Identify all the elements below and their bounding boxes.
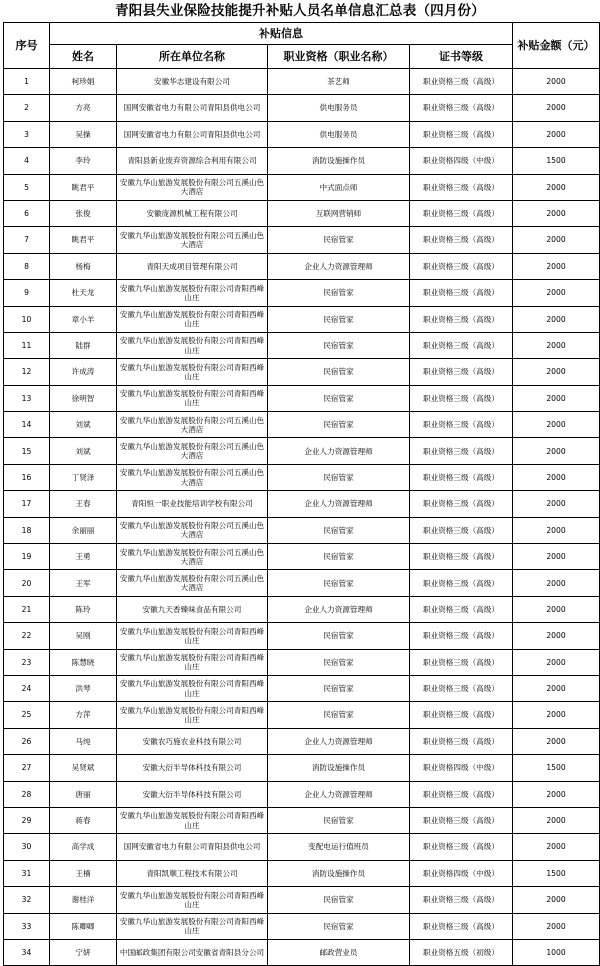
cell-no: 1: [4, 69, 50, 95]
page-title: 青阳县失业保险技能提升补贴人员名单信息汇总表（四月份）: [115, 3, 485, 19]
cell-cert-level: 职业资格三级（高级）: [410, 412, 513, 438]
cell-name: 眺君平: [50, 174, 117, 200]
table-row: [4, 280, 600, 306]
cell-unit: 安徽九华山旅游发展股份有限公司五溪山色大酒店: [117, 544, 268, 570]
cell-qualification: 民宿管家: [268, 359, 410, 385]
cell-name: 柯珍娟: [50, 69, 117, 95]
cell-unit: 安徽九华山旅游发展股份有限公司青阳西峰山庄: [117, 359, 268, 385]
cell-name: 王春: [50, 491, 117, 517]
header-info-group: 补贴信息: [50, 23, 513, 45]
cell-name: 王军: [50, 570, 117, 596]
cell-qualification: 变配电运行值班员: [268, 834, 410, 860]
cell-name: 刘斌: [50, 412, 117, 438]
cell-cert-level: 职业资格三级（高级）: [410, 544, 513, 570]
cell-name: 蒋春: [50, 807, 117, 833]
table-row: [4, 781, 600, 807]
table-row: [4, 253, 600, 279]
cell-unit: 安徽九华山旅游发展股份有限公司五溪山色大酒店: [117, 412, 268, 438]
cell-cert-level: 职业资格三级（高级）: [410, 570, 513, 596]
cell-unit: 安徽九华山旅游发展股份有限公司青阳西峰山庄: [117, 675, 268, 701]
table-row: [4, 544, 600, 570]
cell-name: 陆群: [50, 332, 117, 358]
header-unit: 所在单位名称: [117, 45, 268, 69]
cell-name: 陈玲: [50, 596, 117, 622]
table-row: [4, 649, 600, 675]
cell-name: 谢桂洋: [50, 887, 117, 913]
cell-no: 7: [4, 227, 50, 253]
cell-unit: 国网安徽省电力有限公司青阳县供电公司: [117, 95, 268, 121]
cell-no: 5: [4, 174, 50, 200]
cell-amount: 2000: [513, 174, 600, 200]
cell-cert-level: 职业资格三级（高级）: [410, 174, 513, 200]
cell-unit: 安徽农巧施农业科技有限公司: [117, 728, 268, 754]
cell-qualification: 民宿管家: [268, 807, 410, 833]
cell-cert-level: 职业资格三级（高级）: [410, 200, 513, 226]
table-row: [4, 174, 600, 200]
cell-qualification: 邮政营业员: [268, 939, 410, 965]
cell-unit: 安徽九华山旅游发展股份有限公司五溪山色大酒店: [117, 517, 268, 543]
cell-qualification: 民宿管家: [268, 385, 410, 411]
cell-unit: 安徽九华山旅游发展股份有限公司青阳西峰山庄: [117, 649, 268, 675]
cell-unit: 安徽庞源机械工程有限公司: [117, 200, 268, 226]
table-row: [4, 596, 600, 622]
cell-no: 32: [4, 887, 50, 913]
cell-no: 31: [4, 860, 50, 886]
table-row: [4, 200, 600, 226]
cell-no: 8: [4, 253, 50, 279]
cell-name: 杨梅: [50, 253, 117, 279]
cell-qualification: 企业人力资源管理师: [268, 491, 410, 517]
cell-no: 23: [4, 649, 50, 675]
cell-qualification: 互联网营销师: [268, 200, 410, 226]
cell-no: 16: [4, 464, 50, 490]
cell-no: 4: [4, 148, 50, 174]
subsidy-roster-table: [3, 22, 600, 966]
cell-qualification: 供电服务员: [268, 121, 410, 147]
cell-amount: 2000: [513, 887, 600, 913]
cell-unit: 国网安徽省电力有限公司青阳县供电公司: [117, 834, 268, 860]
cell-qualification: 民宿管家: [268, 913, 410, 939]
table-row: [4, 887, 600, 913]
cell-no: 17: [4, 491, 50, 517]
cell-name: 章小羊: [50, 306, 117, 332]
cell-amount: 2000: [513, 280, 600, 306]
cell-no: 11: [4, 332, 50, 358]
cell-name: 吴操: [50, 121, 117, 147]
cell-cert-level: 职业资格三级（高级）: [410, 438, 513, 464]
cell-no: 28: [4, 781, 50, 807]
cell-unit: 安徽九华山旅游发展股份有限公司青阳西峰山庄: [117, 623, 268, 649]
cell-no: 6: [4, 200, 50, 226]
cell-unit: 安徽大衍半导体科技有限公司: [117, 755, 268, 781]
cell-no: 26: [4, 728, 50, 754]
cell-amount: 2000: [513, 781, 600, 807]
cell-cert-level: 职业资格三级（高级）: [410, 253, 513, 279]
cell-cert-level: 职业资格三级（高级）: [410, 385, 513, 411]
cell-name: 高学成: [50, 834, 117, 860]
cell-name: 王楠: [50, 860, 117, 886]
table-row: [4, 939, 600, 965]
cell-name: 刘斌: [50, 438, 117, 464]
cell-name: 马纯: [50, 728, 117, 754]
cell-cert-level: 职业资格四级（中级）: [410, 755, 513, 781]
cell-amount: 2000: [513, 359, 600, 385]
cell-qualification: 消防设施操作员: [268, 148, 410, 174]
cell-cert-level: 职业资格三级（高级）: [410, 69, 513, 95]
cell-qualification: 企业人力资源管理师: [268, 253, 410, 279]
cell-qualification: 民宿管家: [268, 887, 410, 913]
cell-amount: 1500: [513, 148, 600, 174]
cell-no: 27: [4, 755, 50, 781]
cell-qualification: 供电服务员: [268, 95, 410, 121]
cell-no: 10: [4, 306, 50, 332]
cell-amount: 2000: [513, 596, 600, 622]
table-row: [4, 623, 600, 649]
table-row: [4, 834, 600, 860]
cell-cert-level: 职业资格三级（高级）: [410, 227, 513, 253]
cell-unit: 安徽九华山旅游发展股份有限公司青阳西峰山庄: [117, 385, 268, 411]
cell-amount: 2000: [513, 913, 600, 939]
table-row: [4, 517, 600, 543]
table-row: [4, 675, 600, 701]
cell-unit: 安徽九华山旅游发展股份有限公司青阳西峰山庄: [117, 887, 268, 913]
header-cert-level: 证书等级: [410, 45, 513, 69]
cell-no: 34: [4, 939, 50, 965]
cell-qualification: 民宿管家: [268, 306, 410, 332]
table-row: [4, 702, 600, 728]
table-row: [4, 438, 600, 464]
cell-unit: 安徽九华山旅游发展股份有限公司青阳西峰山庄: [117, 702, 268, 728]
cell-amount: 2000: [513, 728, 600, 754]
cell-amount: 2000: [513, 570, 600, 596]
cell-name: 丁贤泽: [50, 464, 117, 490]
table-row: [4, 332, 600, 358]
cell-cert-level: 职业资格四级（中级）: [410, 148, 513, 174]
cell-amount: 2000: [513, 702, 600, 728]
cell-qualification: 民宿管家: [268, 675, 410, 701]
cell-cert-level: 职业资格三级（高级）: [410, 675, 513, 701]
table-body: [4, 69, 600, 966]
cell-amount: 2000: [513, 306, 600, 332]
cell-amount: 2000: [513, 491, 600, 517]
cell-amount: 2000: [513, 385, 600, 411]
cell-qualification: 民宿管家: [268, 412, 410, 438]
table-row: [4, 148, 600, 174]
cell-unit: 青阳县新业废弃资源综合利用有限公司: [117, 148, 268, 174]
cell-amount: 2000: [513, 412, 600, 438]
cell-qualification: 企业人力资源管理师: [268, 438, 410, 464]
cell-no: 19: [4, 544, 50, 570]
table-row: [4, 491, 600, 517]
cell-qualification: 茶艺师: [268, 69, 410, 95]
cell-qualification: 中式面点师: [268, 174, 410, 200]
cell-qualification: 民宿管家: [268, 649, 410, 675]
table-row: [4, 306, 600, 332]
cell-name: 陈慧晓: [50, 649, 117, 675]
cell-name: 余丽丽: [50, 517, 117, 543]
cell-qualification: 民宿管家: [268, 517, 410, 543]
cell-amount: 2000: [513, 438, 600, 464]
cell-amount: 2000: [513, 464, 600, 490]
cell-name: 洪琴: [50, 675, 117, 701]
cell-no: 13: [4, 385, 50, 411]
cell-name: 宁妍: [50, 939, 117, 965]
table-row: [4, 69, 600, 95]
cell-qualification: 民宿管家: [268, 280, 410, 306]
cell-no: 14: [4, 412, 50, 438]
cell-name: 徐明智: [50, 385, 117, 411]
table-row: [4, 570, 600, 596]
cell-cert-level: 职业资格三级（高级）: [410, 781, 513, 807]
cell-amount: 2000: [513, 834, 600, 860]
cell-amount: 2000: [513, 95, 600, 121]
cell-name: 杜天龙: [50, 280, 117, 306]
cell-no: 2: [4, 95, 50, 121]
cell-amount: 2000: [513, 807, 600, 833]
cell-cert-level: 职业资格三级（高级）: [410, 517, 513, 543]
cell-unit: 安徽九华山旅游发展股份有限公司五溪山色大酒店: [117, 570, 268, 596]
cell-name: 李玲: [50, 148, 117, 174]
cell-cert-level: 职业资格三级（高级）: [410, 121, 513, 147]
cell-qualification: 民宿管家: [268, 623, 410, 649]
cell-no: 24: [4, 675, 50, 701]
table-row: [4, 385, 600, 411]
cell-name: 张俊: [50, 200, 117, 226]
cell-name: 眺君平: [50, 227, 117, 253]
cell-cert-level: 职业资格三级（高级）: [410, 491, 513, 517]
cell-no: 22: [4, 623, 50, 649]
cell-cert-level: 职业资格三级（高级）: [410, 95, 513, 121]
cell-no: 30: [4, 834, 50, 860]
table-row: [4, 227, 600, 253]
cell-unit: 国网安徽省电力有限公司青阳县供电公司: [117, 121, 268, 147]
table-row: [4, 807, 600, 833]
table-row: [4, 464, 600, 490]
cell-cert-level: 职业资格三级（高级）: [410, 359, 513, 385]
cell-amount: 1000: [513, 939, 600, 965]
cell-qualification: 消防设施操作员: [268, 755, 410, 781]
cell-cert-level: 职业资格三级（高级）: [410, 623, 513, 649]
cell-cert-level: 职业资格三级（高级）: [410, 807, 513, 833]
cell-amount: 2000: [513, 544, 600, 570]
cell-unit: 安徽九华山旅游发展股份有限公司青阳西峰山庄: [117, 306, 268, 332]
cell-cert-level: 职业资格三级（高级）: [410, 887, 513, 913]
cell-cert-level: 职业资格三级（高级）: [410, 834, 513, 860]
header-name: 姓名: [50, 45, 117, 69]
table-row: [4, 95, 600, 121]
cell-no: 29: [4, 807, 50, 833]
cell-no: 25: [4, 702, 50, 728]
cell-amount: 2000: [513, 675, 600, 701]
cell-qualification: 民宿管家: [268, 544, 410, 570]
cell-unit: 安徽九华山旅游发展股份有限公司青阳西峰山庄: [117, 913, 268, 939]
cell-cert-level: 职业资格三级（高级）: [410, 702, 513, 728]
cell-unit: 青阳天成项目管理有限公司: [117, 253, 268, 279]
cell-amount: 2000: [513, 121, 600, 147]
cell-unit: 青阳凯顺工程技术有限公司: [117, 860, 268, 886]
cell-amount: 2000: [513, 69, 600, 95]
cell-name: 王勇: [50, 544, 117, 570]
cell-cert-level: 职业资格三级（高级）: [410, 728, 513, 754]
cell-cert-level: 职业资格三级（高级）: [410, 306, 513, 332]
cell-name: 方亮: [50, 95, 117, 121]
table-row: [4, 359, 600, 385]
cell-qualification: 民宿管家: [268, 570, 410, 596]
table-row: [4, 755, 600, 781]
cell-unit: 安徽九天香臻味食品有限公司: [117, 596, 268, 622]
cell-qualification: 民宿管家: [268, 332, 410, 358]
cell-cert-level: 职业资格五级（初级）: [410, 939, 513, 965]
header-qualification: 职业资格（职业名称）: [268, 45, 410, 69]
header-amount: 补贴金额（元）: [513, 23, 600, 69]
cell-no: 12: [4, 359, 50, 385]
cell-cert-level: 职业资格三级（高级）: [410, 464, 513, 490]
cell-qualification: 消防设施操作员: [268, 860, 410, 886]
cell-unit: 安徽华志建设有限公司: [117, 69, 268, 95]
cell-unit: 中国邮政集团有限公司安徽省青阳县分公司: [117, 939, 268, 965]
cell-cert-level: 职业资格三级（高级）: [410, 280, 513, 306]
cell-name: 唐丽: [50, 781, 117, 807]
cell-no: 3: [4, 121, 50, 147]
cell-cert-level: 职业资格三级（高级）: [410, 596, 513, 622]
cell-unit: 安徽九华山旅游发展股份有限公司青阳西峰山庄: [117, 280, 268, 306]
table-row: [4, 913, 600, 939]
cell-qualification: 企业人力资源管理师: [268, 728, 410, 754]
cell-amount: 2000: [513, 227, 600, 253]
cell-amount: 2000: [513, 517, 600, 543]
cell-qualification: 民宿管家: [268, 227, 410, 253]
cell-qualification: 民宿管家: [268, 464, 410, 490]
cell-qualification: 企业人力资源管理师: [268, 596, 410, 622]
table-row: [4, 412, 600, 438]
table-row: [4, 121, 600, 147]
cell-no: 15: [4, 438, 50, 464]
cell-unit: 安徽九华山旅游发展股份有限公司五溪山色大酒店: [117, 174, 268, 200]
cell-cert-level: 职业资格四级（中级）: [410, 860, 513, 886]
cell-unit: 安徽九华山旅游发展股份有限公司五溪山色大酒店: [117, 438, 268, 464]
cell-name: 吴贤斌: [50, 755, 117, 781]
cell-name: 方萍: [50, 702, 117, 728]
cell-unit: 安徽九华山旅游发展股份有限公司青阳西峰山庄: [117, 807, 268, 833]
cell-cert-level: 职业资格三级（高级）: [410, 649, 513, 675]
cell-qualification: 企业人力资源管理师: [268, 781, 410, 807]
cell-amount: 2000: [513, 623, 600, 649]
cell-no: 33: [4, 913, 50, 939]
cell-unit: 安徽九华山旅游发展股份有限公司五溪山色大酒店: [117, 227, 268, 253]
table-row: [4, 860, 600, 886]
cell-amount: 2000: [513, 200, 600, 226]
cell-amount: 2000: [513, 649, 600, 675]
cell-no: 18: [4, 517, 50, 543]
cell-amount: 2000: [513, 253, 600, 279]
cell-cert-level: 职业资格三级（高级）: [410, 913, 513, 939]
cell-no: 21: [4, 596, 50, 622]
header-no: 序号: [4, 23, 50, 69]
cell-amount: 2000: [513, 332, 600, 358]
cell-cert-level: 职业资格三级（高级）: [410, 332, 513, 358]
cell-unit: 安徽九华山旅游发展股份有限公司青阳西峰山庄: [117, 332, 268, 358]
cell-unit: 安徽大衍半导体科技有限公司: [117, 781, 268, 807]
cell-no: 9: [4, 280, 50, 306]
cell-unit: 青阳恒一职业技能培训学校有限公司: [117, 491, 268, 517]
cell-amount: 1500: [513, 860, 600, 886]
cell-amount: 1500: [513, 755, 600, 781]
cell-unit: 安徽九华山旅游发展股份有限公司五溪山色大酒店: [117, 464, 268, 490]
cell-name: 许成涛: [50, 359, 117, 385]
cell-no: 20: [4, 570, 50, 596]
cell-qualification: 民宿管家: [268, 702, 410, 728]
cell-name: 吴刚: [50, 623, 117, 649]
table-row: [4, 728, 600, 754]
cell-name: 陈卿卿: [50, 913, 117, 939]
